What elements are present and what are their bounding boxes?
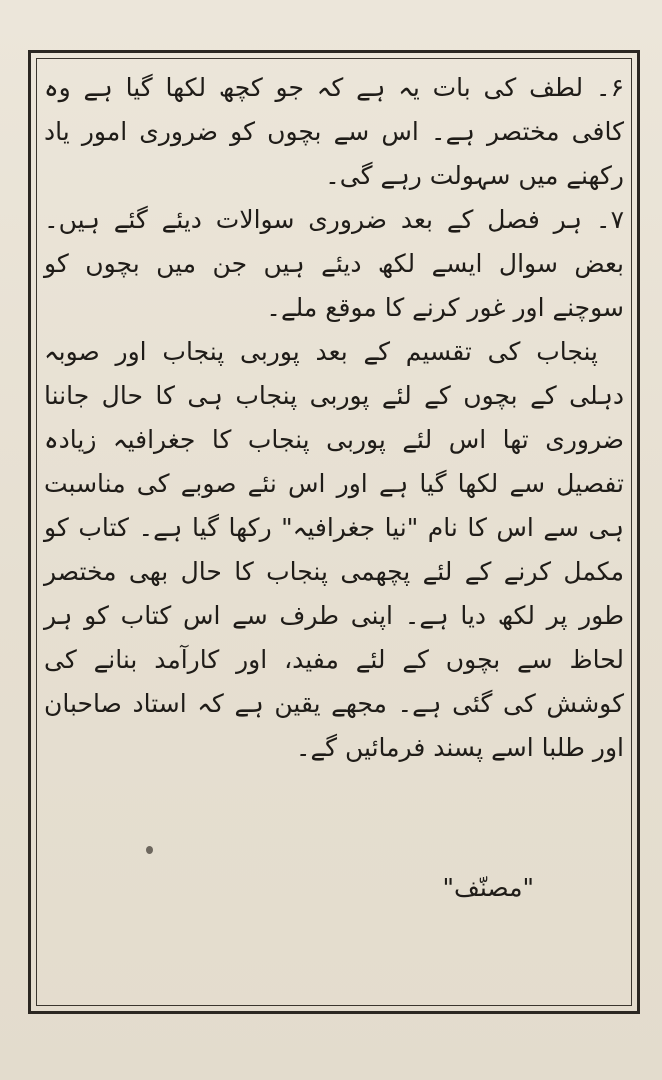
paragraph-point-6: ۶۔ لطف کی بات یہ ہے کہ جو کچھ لکھا گیا ہے وہ کافی مختصر ہے۔ اس سے بچوں کو ضروری امور یاد رکھنے میں سہولت رہے گی۔	[44, 73, 624, 190]
author-signature-line	[44, 866, 624, 910]
ink-spot	[146, 846, 153, 854]
paragraph-point-7: ۷۔ ہر فصل کے بعد ضروری سوالات دیئے گئے ہیں۔ بعض سوال ایسے لکھ دیئے ہیں جن میں بچوں کو سوچنے اور غور کرنے کا موقع ملے۔	[44, 205, 624, 322]
author-signature: "مصنّف"	[442, 873, 534, 902]
paragraph-main: پنجاب کی تقسیم کے بعد پوربی پنجاب اور صوبہ دہلی کے بچوں کے لئے پوربی پنجاب ہی کا حال جاننا ضروری تھا اس لئے پوربی پنجاب کا جغرافیہ زیادہ تفصیل سے لکھا گیا ہے اور اس نئے صوبے کی مناسبت ہی سے اس کا نام "نیا جغرافیہ" رکھا گیا ہے۔ کتاب کو مکمل کرنے کے لئے پچھمی پنجاب کا حال بھی مختصر طور پر لکھ دیا ہے۔ اپنی طرف سے اس کتاب کو ہر لحاظ سے بچوں کے لئے مفید، اور کارآمد بنانے کی کوشش کی گئی ہے۔ مجھے یقین ہے کہ استاد صاحبان اور طلبا اسے پسند فرمائیں گے۔	[44, 337, 624, 762]
text-block	[44, 66, 624, 902]
